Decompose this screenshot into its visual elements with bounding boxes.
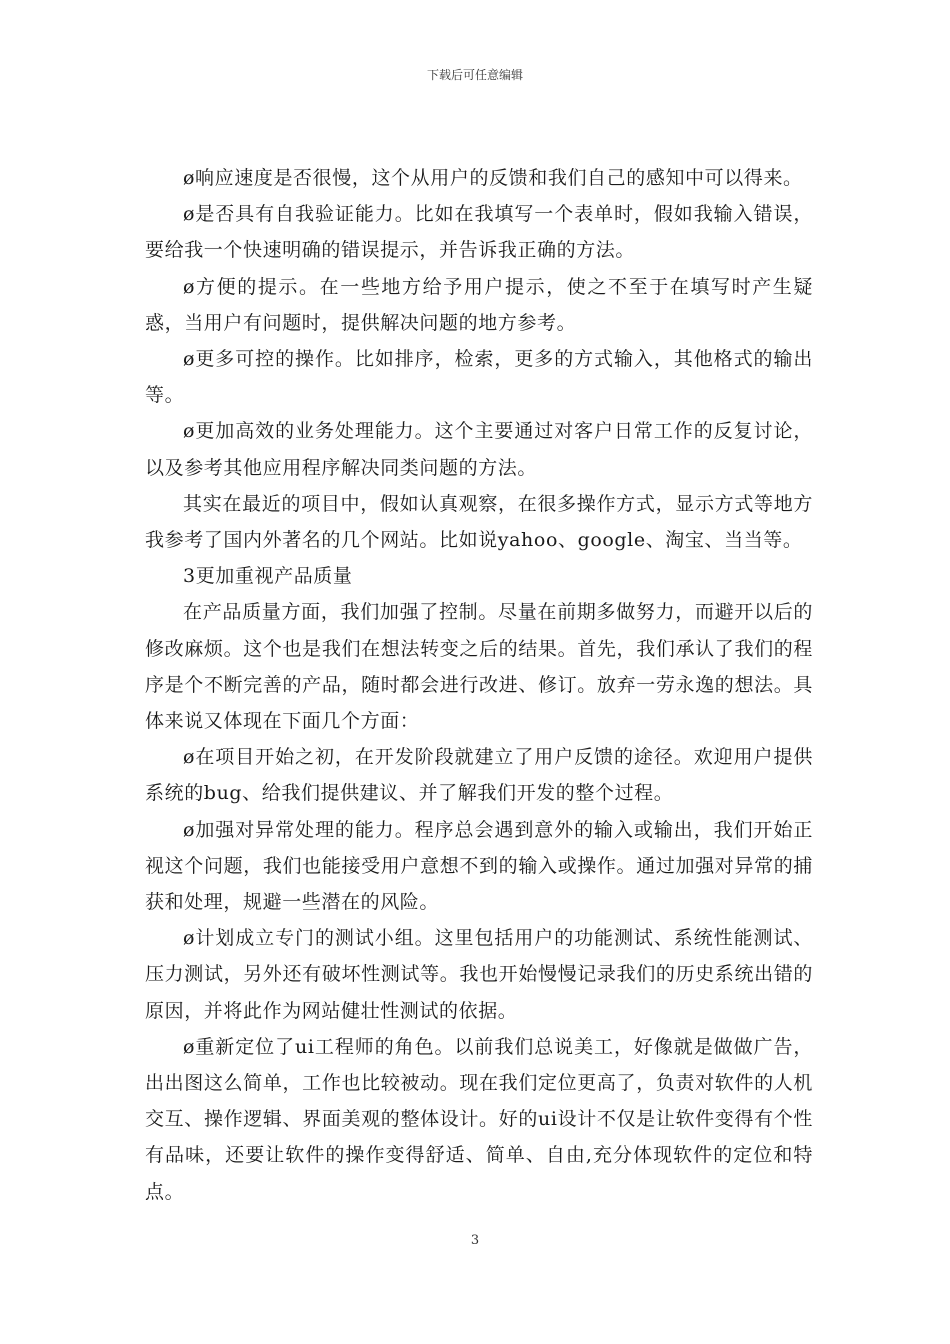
paragraph-ui-engineer: ø重新定位了ui工程师的角色。以前我们总说美工，好像就是做做广告，出出图这么简单，工作也比较被动。现在我们定位更高了，负责对软件的人机交互、操作逻辑、界面美观的整体设计。好的ui设计不仅是让软件变得有个性有品味，还要让软件的操作变得舒适、简单、自由,充分体现软件的定位和特点。 bbox=[145, 1035, 813, 1203]
paragraph-quality-control: 在产品质量方面，我们加强了控制。尽量在前期多做努力，而避开以后的修改麻烦。这个也是我们在想法转变之后的结果。首先，我们承认了我们的程序是个不断完善的产品，随时都会进行改进、修订。放弃一劳永逸的想法。具体来说又体现在下面几个方面： bbox=[145, 601, 813, 733]
paragraph-self-validation: ø是否具有自我验证能力。比如在我填写一个表单时，假如我输入错误，要给我一个快速明确的错误提示，并告诉我正确的方法。 bbox=[145, 203, 813, 262]
body-text bbox=[145, 160, 813, 1210]
paragraph-exception-handling: ø加强对异常处理的能力。程序总会遇到意外的输入或输出，我们开始正视这个问题，我们也能接受用户意想不到的输入或操作。通过加强对异常的捕获和处理，规避一些潜在的风险。 bbox=[145, 818, 813, 914]
page-number: 3 bbox=[470, 1233, 480, 1248]
page-header: 下载后可任意编辑 bbox=[426, 68, 523, 82]
paragraph-controllable-operations: ø更多可控的操作。比如排序，检索，更多的方式输入，其他格式的输出等。 bbox=[145, 348, 813, 407]
paragraph-user-feedback: ø在项目开始之初，在开发阶段就建立了用户反馈的途径。欢迎用户提供系统的bug、给我们提供建议、并了解我们开发的整个过程。 bbox=[145, 746, 813, 805]
paragraph-convenient-hints: ø方便的提示。在一些地方给予用户提示，使之不至于在填写时产生疑惑，当用户有问题时，提供解决问题的地方参考。 bbox=[145, 275, 813, 334]
paragraph-efficient-processing: ø更加高效的业务处理能力。这个主要通过对客户日常工作的反复讨论，以及参考其他应用程序解决同类问题的方法。 bbox=[145, 420, 813, 479]
paragraph-reference-websites: 其实在最近的项目中，假如认真观察，在很多操作方式，显示方式等地方我参考了国内外著名的几个网站。比如说yahoo、google、淘宝、当当等。 bbox=[145, 492, 813, 552]
section-heading-quality: 3更加重视产品质量 bbox=[183, 565, 353, 588]
paragraph-response-speed: ø响应速度是否很慢，这个从用户的反馈和我们自己的感知中可以得来。 bbox=[183, 167, 803, 189]
paragraph-testing-team: ø计划成立专门的测试小组。这里包括用户的功能测试、系统性能测试、压力测试，另外还有破坏性测试等。我也开始慢慢记录我们的历史系统出错的原因，并将此作为网站健壮性测试的依据。 bbox=[145, 927, 813, 1022]
